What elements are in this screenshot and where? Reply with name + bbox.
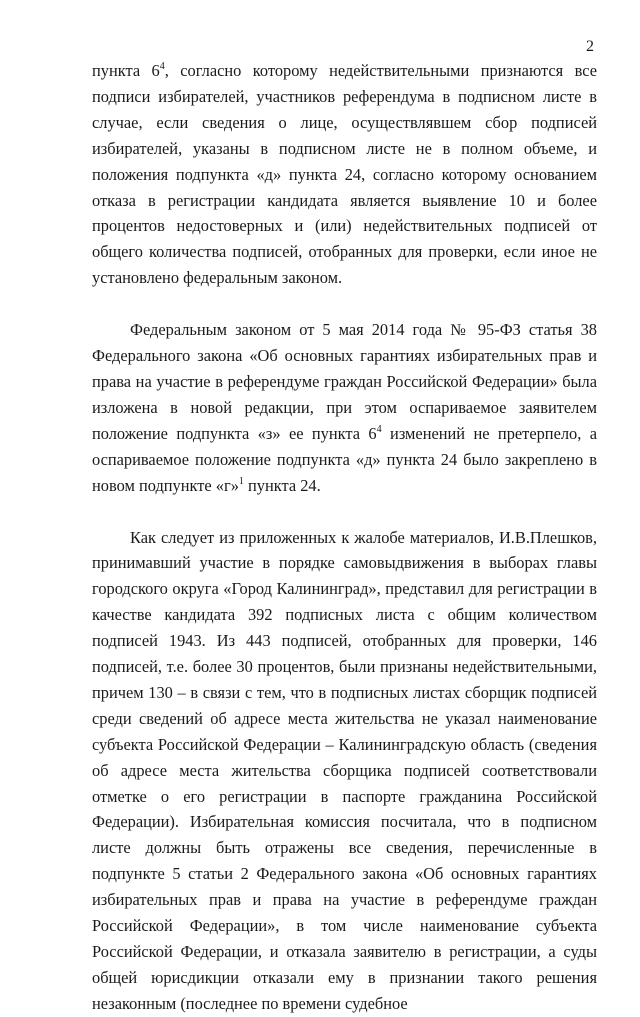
superscript: 4 — [376, 423, 382, 435]
text-run: , согласно которому недействительными признаются все подписи избирателей, участников референдума в подписном листе в случае, если сведения о лице, осуществлявшем сбор подписей избирателей, указаны в подписном листе не в полном объеме, и положения подпункта «д» пункта 24, согласно которому основанием отказа в регистрации кандидата является выявление 10 и более процентов недостоверных и (или) недействительных подписей от общего количества подписей, отобранных для проверки, если иное не установлено федеральным законом. — [92, 61, 597, 288]
superscript: 4 — [159, 61, 165, 72]
document-body — [92, 58, 597, 1017]
paragraph-continuation — [92, 58, 597, 291]
text-run: Федеральным законом от 5 мая 2014 года № 95-ФЗ статья 38 Федерального закона «Об основных гарантиях избирательных прав и права на участие в референдуме граждан Российской Федерации» была изложена в новой редакции, при этом оспариваемое заявителем положение подпункта «з» ее пункта 6 — [92, 320, 597, 443]
page-number: 2 — [586, 38, 594, 55]
superscript: 1 — [238, 475, 244, 487]
text-run: пункта 24. — [243, 475, 321, 495]
paragraph-case-facts: Как следует из приложенных к жалобе материалов, И.В.Плешков, принимавший участие в порядке самовыдвижения в выборах главы городского округа «Город Калининград», представил для регистрации в качестве кандидата 392 подписных листа с общим количеством подписей 1943. Из 443 подписей, отобранных для проверки, 146 подписей, т.е. более 30 процентов, были признаны недействительными, причем 130 – в связи с тем, что в подписных листах сборщик подписей среди сведений об адресе места жительства не указал наименование субъекта Российской Федерации – Калининградскую область (сведения об адресе места жительства сборщика подписей соответствовали отметке о его регистрации в паспорте гражданина Российской Федерации). Избирательная комиссия посчитала, что в подписном листе должны быть отражены все сведения, перечисленные в подпункте 5 статьи 2 Федерального закона «Об основных гарантиях избирательных прав и права на участие в референдуме граждан Российской Федерации», в том числе наименование субъекта Российской Федерации, и отказала заявителю в регистрации, а суды общей юрисдикции отказали ему в признании такого решения незаконным (последнее по времени судебное — [92, 527, 597, 1013]
text-run: пункта 6 — [92, 61, 160, 80]
text-run: изменений не претерпело, а оспариваемое положение подпункта «д» пункта 24 было закреплено в новом подпункте «г» — [92, 423, 597, 495]
paragraph-law-amendment — [92, 317, 597, 498]
